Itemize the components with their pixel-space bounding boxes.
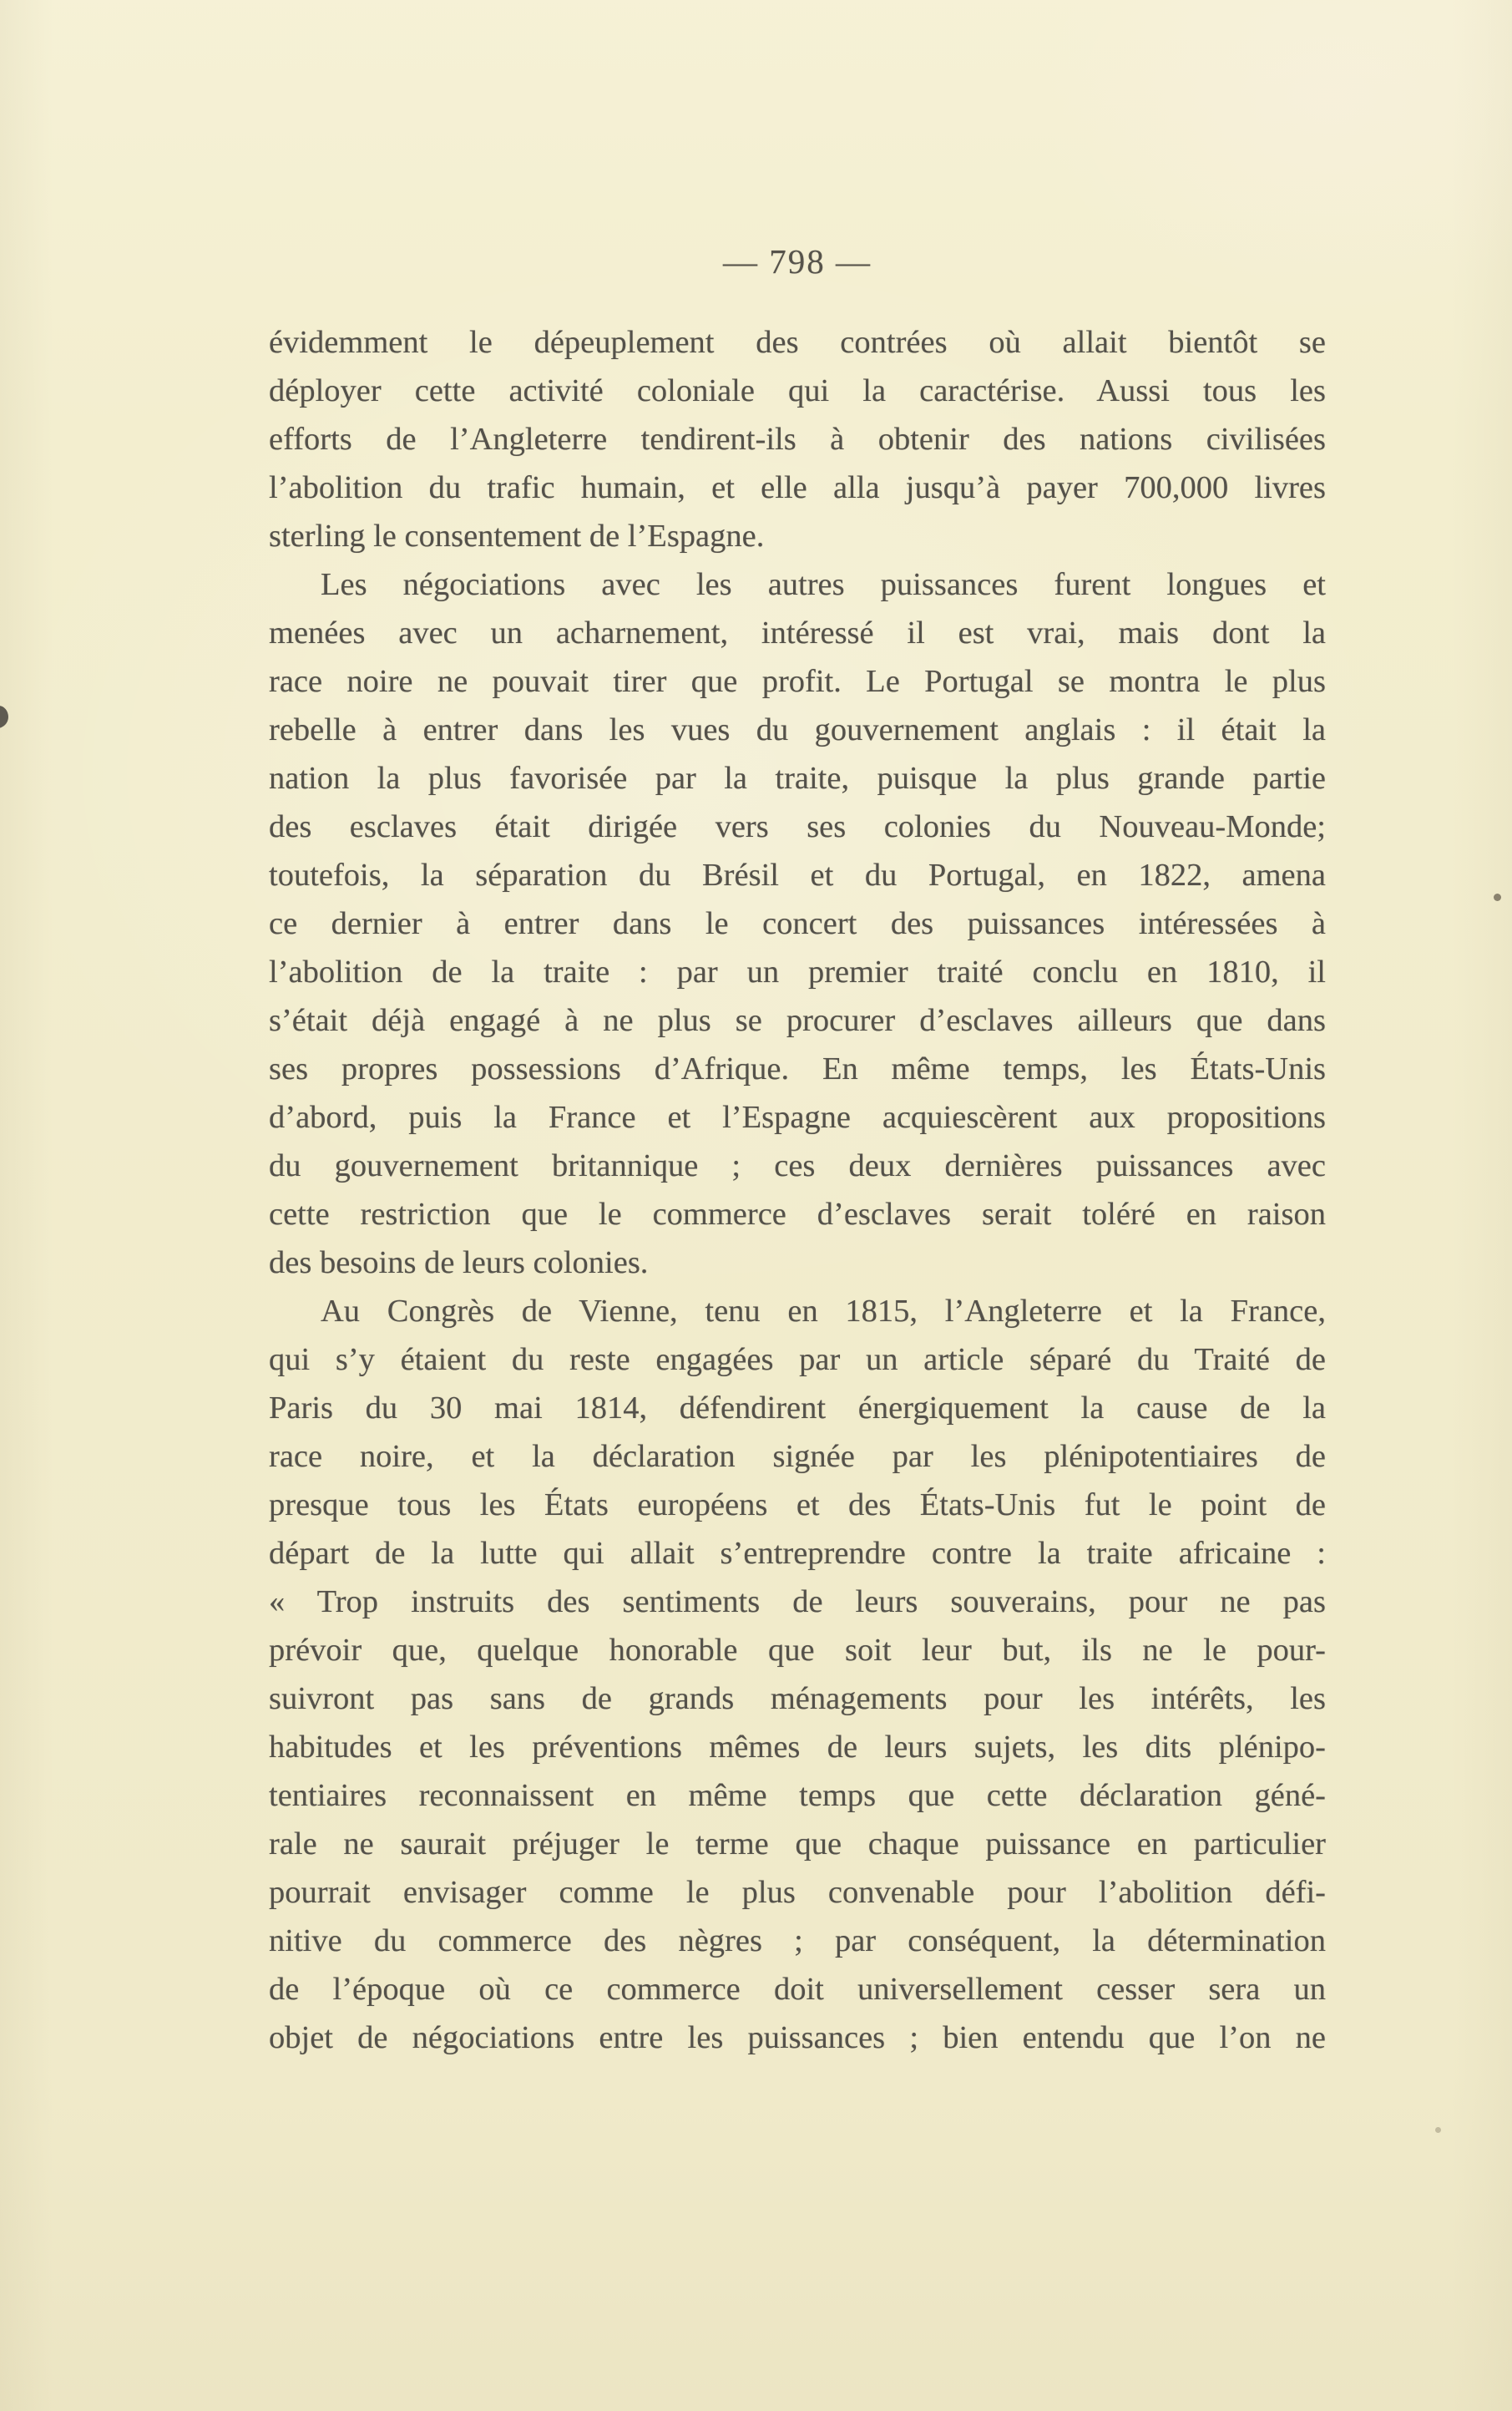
text-line: presque tous les États européens et des États-Unis fut le point de <box>269 1487 1326 1522</box>
text-line: départ de la lutte qui allait s’entreprendre contre la traite africaine : <box>269 1536 1326 1571</box>
text-line: l’abolition du trafic humain, et elle alla jusqu’à payer 700,000 livres <box>269 470 1326 505</box>
text-line: évidemment le dépeuplement des contrées où allait bientôt se <box>269 325 1326 360</box>
text-line: suivront pas sans de grands ménagements pour les intérêts, les <box>269 1681 1326 1716</box>
text-line: ses propres possessions d’Afrique. En même temps, les États-Unis <box>269 1051 1326 1086</box>
text-line: Les négociations avec les autres puissances furent longues et <box>321 567 1326 602</box>
text-line: déployer cette activité coloniale qui la caractérise. Aussi tous les <box>269 373 1326 408</box>
ink-speck <box>0 706 8 728</box>
text-line: cette restriction que le commerce d’esclaves serait toléré en raison <box>269 1197 1326 1232</box>
page-text-block <box>269 318 1326 2062</box>
text-line: ce dernier à entrer dans le concert des puissances intéressées à <box>269 906 1326 941</box>
text-line: Au Congrès de Vienne, tenu en 1815, l’Angleterre et la France, <box>321 1294 1326 1329</box>
text-line: des esclaves était dirigée vers ses colonies du Nouveau-Monde; <box>269 809 1326 844</box>
text-line: objet de négociations entre les puissances ; bien entendu que l’on ne <box>269 2020 1326 2055</box>
ink-speck <box>1435 2127 1441 2133</box>
paragraph-2 <box>269 560 1326 1287</box>
text-line: rale ne saurait préjuger le terme que chaque puissance en particulier <box>269 1826 1326 1861</box>
text-line: des besoins de leurs colonies. <box>269 1245 649 1280</box>
text-line: pourrait envisager comme le plus convenable pour l’abolition défi- <box>269 1875 1326 1910</box>
text-line: habitudes et les préventions mêmes de leurs sujets, les dits plénipo- <box>269 1730 1326 1765</box>
text-line: tentiaires reconnaissent en même temps que cette déclaration géné- <box>269 1778 1326 1813</box>
page-number: — 798 — <box>723 242 872 281</box>
text-line: d’abord, puis la France et l’Espagne acquiescèrent aux propositions <box>269 1100 1326 1135</box>
text-line: race noire, et la déclaration signée par les plénipotentiaires de <box>269 1439 1326 1474</box>
text-line: toutefois, la séparation du Brésil et du Portugal, en 1822, amena <box>269 858 1326 893</box>
text-line: du gouvernement britannique ; ces deux dernières puissances avec <box>269 1148 1326 1183</box>
text-line: menées avec un acharnement, intéressé il est vrai, mais dont la <box>269 615 1326 651</box>
text-line: qui s’y étaient du reste engagées par un article séparé du Traité de <box>269 1342 1326 1377</box>
text-line: de l’époque où ce commerce doit universellement cesser sera un <box>269 1972 1326 2007</box>
text-line: race noire ne pouvait tirer que profit. Le Portugal se montra le plus <box>269 664 1326 699</box>
text-line: s’était déjà engagé à ne plus se procurer d’esclaves ailleurs que dans <box>269 1003 1326 1038</box>
text-line: Paris du 30 mai 1814, défendirent énergiquement la cause de la <box>269 1390 1326 1426</box>
text-line: prévoir que, quelque honorable que soit leur but, ils ne le pour- <box>269 1633 1326 1668</box>
text-line: rebelle à entrer dans les vues du gouvernement anglais : il était la <box>269 712 1326 747</box>
paragraph-1 <box>269 318 1326 560</box>
paragraph-3 <box>269 1287 1326 2062</box>
text-line: nation la plus favorisée par la traite, puisque la plus grande partie <box>269 761 1326 796</box>
text-line: « Trop instruits des sentiments de leurs souverains, pour ne pas <box>269 1584 1326 1619</box>
text-line: efforts de l’Angleterre tendirent-ils à obtenir des nations civilisées <box>269 422 1326 457</box>
text-line: sterling le consentement de l’Espagne. <box>269 519 765 554</box>
text-line: nitive du commerce des nègres ; par conséquent, la détermination <box>269 1923 1326 1958</box>
text-line: l’abolition de la traite : par un premier traité conclu en 1810, il <box>269 955 1326 990</box>
ink-speck <box>1494 894 1501 901</box>
